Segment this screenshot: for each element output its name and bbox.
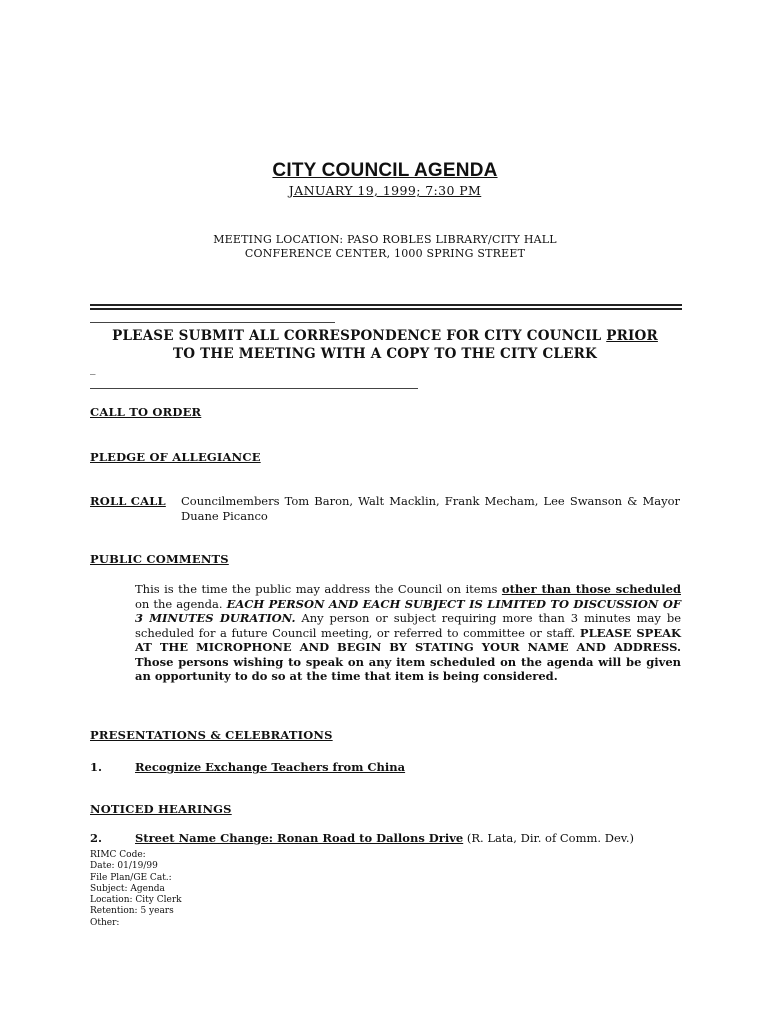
notice-rule-top — [90, 322, 335, 323]
meta-line: Other: — [90, 917, 120, 928]
agenda-item-2 — [135, 831, 634, 845]
meta-line: Subject: Agenda — [90, 883, 165, 894]
public-comments-intro: This is the time the public may address the Council on items — [135, 582, 502, 596]
microphone-instructions: PLEASE SPEAK AT THE MICROPHONE AND BEGIN BY STATING YOUR NAME AND ADDRESS. Those persons wishing to speak on any item scheduled on the agenda will be given an opportunity to do so at the time that item is being considered. — [135, 625, 681, 683]
meeting-location-line2: CONFERENCE CENTER, 1000 SPRING STREET — [244, 247, 526, 260]
notice-line1-text: PLEASE SUBMIT ALL CORRESPONDENCE FOR CITY COUNCIL — [112, 328, 607, 344]
meta-line: Location: City Clerk — [90, 895, 182, 906]
agenda-item-title: Recognize Exchange Teachers from China — [135, 760, 406, 774]
notice-prior-word: PRIOR — [606, 328, 658, 344]
notice-marker: _ — [90, 362, 96, 375]
meta-line: Retention: 5 years — [90, 906, 174, 917]
public-comments-middle: Any person or subject requiring more than 3 minutes may be scheduled for a future Council meeting, or referred to committee or staff. — [135, 611, 682, 640]
pledge-heading: PLEDGE OF ALLEGIANCE — [90, 450, 261, 464]
presentations-heading: PRESENTATIONS & CELEBRATIONS — [90, 728, 333, 742]
agenda-item-number: 1. — [90, 760, 103, 774]
public-comments-intro-end: on the agenda. — [135, 596, 223, 611]
roll-call-members: Councilmembers Tom Baron, Walt Macklin, Frank Mecham, Lee Swanson & Mayor Duane Picanco — [181, 494, 680, 523]
divider-top — [90, 304, 682, 306]
file-metadata — [90, 850, 182, 929]
correspondence-notice — [90, 327, 680, 363]
divider-bottom — [90, 308, 682, 310]
notice-line2: TO THE MEETING WITH A COPY TO THE CITY CLERK — [173, 346, 597, 362]
public-comments-body — [135, 582, 681, 684]
meta-line: RIMC Code: — [90, 850, 146, 860]
agenda-item-number: 2. — [90, 831, 103, 845]
meeting-date: JANUARY 19, 1999; 7:30 PM — [288, 183, 482, 198]
notice-rule-bottom — [90, 388, 418, 389]
agenda-item-title: Street Name Change: Ronan Road to Dallons Drive — [135, 831, 464, 845]
agenda-title: CITY COUNCIL AGENDA — [272, 160, 498, 181]
roll-call-heading: ROLL CALL — [90, 494, 166, 508]
public-comments-emphasis: other than those scheduled — [501, 582, 681, 596]
meta-line: Date: 01/19/99 — [90, 861, 158, 872]
public-comments-heading: PUBLIC COMMENTS — [90, 552, 229, 566]
call-to-order-heading: CALL TO ORDER — [90, 405, 202, 419]
time-limit-notice: EACH PERSON AND EACH SUBJECT IS LIMITED TO DISCUSSION OF 3 MINUTES DURATION. — [135, 596, 682, 625]
meta-line: File Plan/GE Cat.: — [90, 872, 172, 883]
noticed-hearings-heading: NOTICED HEARINGS — [90, 802, 232, 816]
meeting-location-line1: MEETING LOCATION: PASO ROBLES LIBRARY/CITY HALL — [213, 233, 557, 246]
agenda-item-detail: (R. Lata, Dir. of Comm. Dev.) — [463, 831, 635, 845]
